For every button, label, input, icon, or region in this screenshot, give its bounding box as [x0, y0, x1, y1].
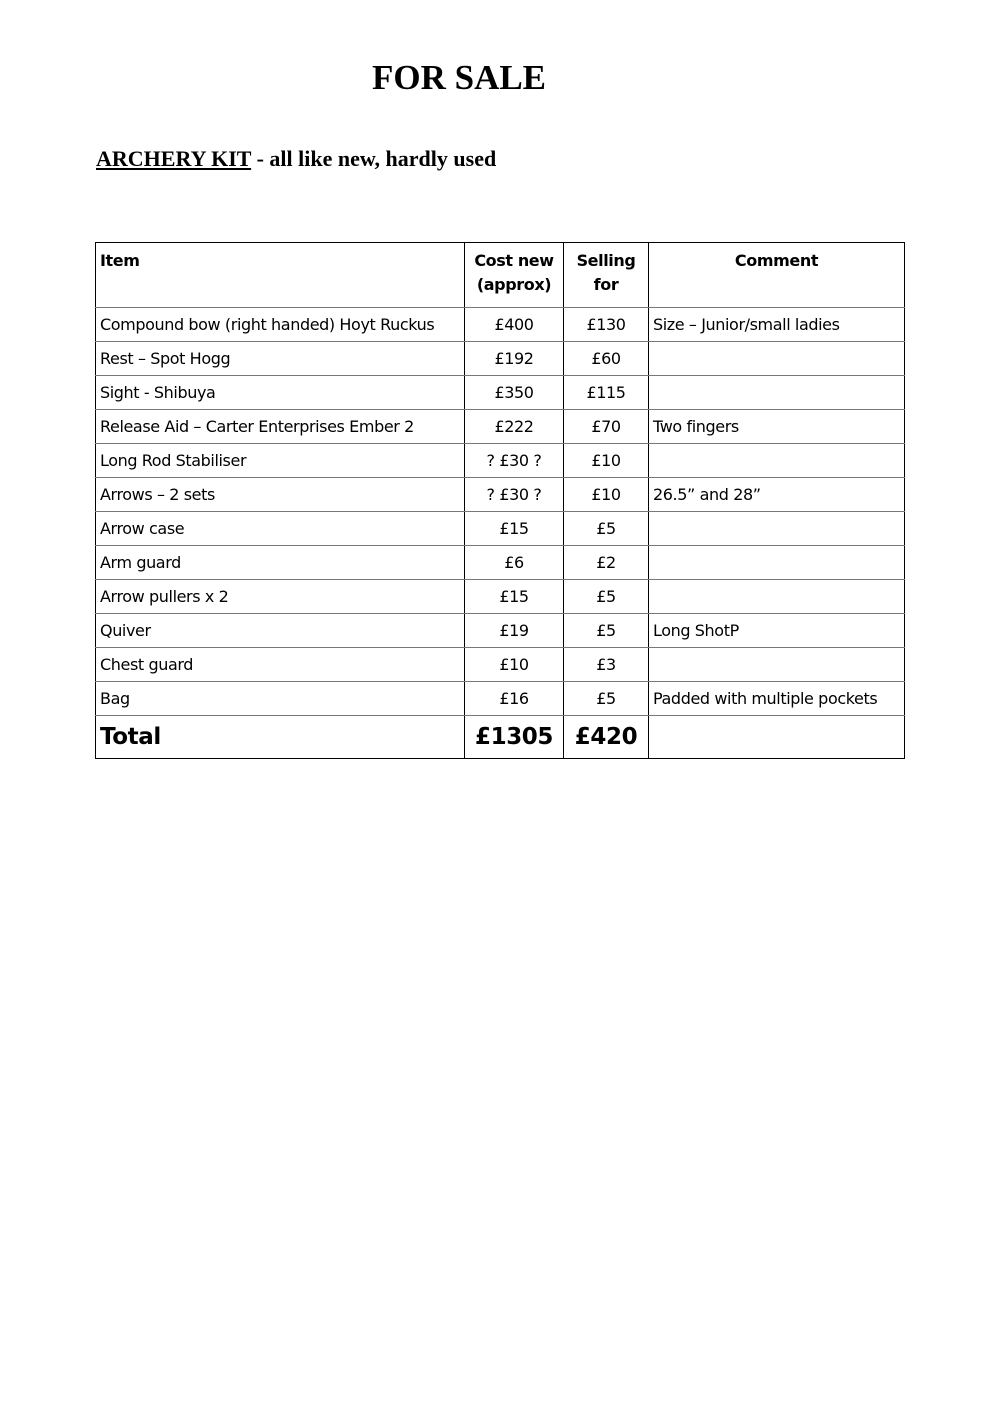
cell-comment — [649, 512, 905, 546]
cell-cost: ? £30 ? — [465, 478, 564, 512]
cell-comment — [649, 648, 905, 682]
cell-comment — [649, 376, 905, 410]
cell-item: Arm guard — [96, 546, 465, 580]
cell-cost: £222 — [465, 410, 564, 444]
table-row — [96, 648, 905, 682]
cell-selling: £10 — [564, 478, 649, 512]
table-row — [96, 614, 905, 648]
cell-cost: £192 — [465, 342, 564, 376]
page-title: FOR SALE — [371, 58, 547, 97]
cell-cost: ? £30 ? — [465, 444, 564, 478]
cell-selling: £5 — [564, 682, 649, 716]
cell-selling: £5 — [564, 614, 649, 648]
subtitle-heading: ARCHERY KIT — [96, 146, 252, 171]
cell-cost: £400 — [465, 308, 564, 342]
table-row — [96, 444, 905, 478]
table-row — [96, 478, 905, 512]
cell-cost: £19 — [465, 614, 564, 648]
table-row — [96, 308, 905, 342]
table-row — [96, 580, 905, 614]
table-row — [96, 410, 905, 444]
cell-item: Compound bow (right handed) Hoyt Ruckus — [96, 308, 465, 342]
cell-selling: £5 — [564, 512, 649, 546]
table-row — [96, 512, 905, 546]
subtitle-description: - all like new, hardly used — [251, 146, 497, 171]
header-selling-for — [564, 243, 649, 308]
header-selling-line1: Selling — [576, 251, 636, 270]
cell-item: Quiver — [96, 614, 465, 648]
cell-comment: Size – Junior/small ladies — [649, 308, 905, 342]
header-cost-new — [465, 243, 564, 308]
table-row — [96, 546, 905, 580]
table-row — [96, 376, 905, 410]
cell-comment: Padded with multiple pockets — [649, 682, 905, 716]
items-table — [95, 242, 905, 759]
cell-item: Arrows – 2 sets — [96, 478, 465, 512]
cell-item: Chest guard — [96, 648, 465, 682]
cell-selling: £70 — [564, 410, 649, 444]
cell-selling: £115 — [564, 376, 649, 410]
table-row — [96, 682, 905, 716]
header-selling-line2: for — [593, 275, 619, 294]
cell-item: Arrow case — [96, 512, 465, 546]
total-selling: £420 — [564, 716, 649, 759]
cell-comment — [649, 342, 905, 376]
header-item: Item — [96, 243, 465, 308]
cell-selling: £10 — [564, 444, 649, 478]
cell-item: Release Aid – Carter Enterprises Ember 2 — [96, 410, 465, 444]
cell-item: Arrow pullers x 2 — [96, 580, 465, 614]
cell-selling: £5 — [564, 580, 649, 614]
cell-comment — [649, 444, 905, 478]
total-comment — [649, 716, 905, 759]
cell-cost: £350 — [465, 376, 564, 410]
cell-cost: £15 — [465, 512, 564, 546]
cell-cost: £15 — [465, 580, 564, 614]
cell-comment: 26.5” and 28” — [649, 478, 905, 512]
cell-selling: £3 — [564, 648, 649, 682]
cell-cost: £6 — [465, 546, 564, 580]
cell-comment: Two fingers — [649, 410, 905, 444]
subtitle — [96, 144, 496, 174]
total-cost: £1305 — [465, 716, 564, 759]
cell-item: Bag — [96, 682, 465, 716]
table-row — [96, 342, 905, 376]
header-comment: Comment — [649, 243, 905, 308]
cell-selling: £130 — [564, 308, 649, 342]
cell-selling: £60 — [564, 342, 649, 376]
cell-item: Long Rod Stabiliser — [96, 444, 465, 478]
header-cost-line2: (approx) — [476, 275, 552, 294]
cell-comment — [649, 580, 905, 614]
cell-selling: £2 — [564, 546, 649, 580]
cell-item: Sight - Shibuya — [96, 376, 465, 410]
table-header-row — [96, 243, 905, 308]
total-label: Total — [96, 716, 465, 759]
total-row — [96, 716, 905, 759]
cell-comment: Long ShotP — [649, 614, 905, 648]
cell-item: Rest – Spot Hogg — [96, 342, 465, 376]
cell-cost: £10 — [465, 648, 564, 682]
cell-comment — [649, 546, 905, 580]
header-cost-line1: Cost new — [474, 251, 554, 270]
cell-cost: £16 — [465, 682, 564, 716]
